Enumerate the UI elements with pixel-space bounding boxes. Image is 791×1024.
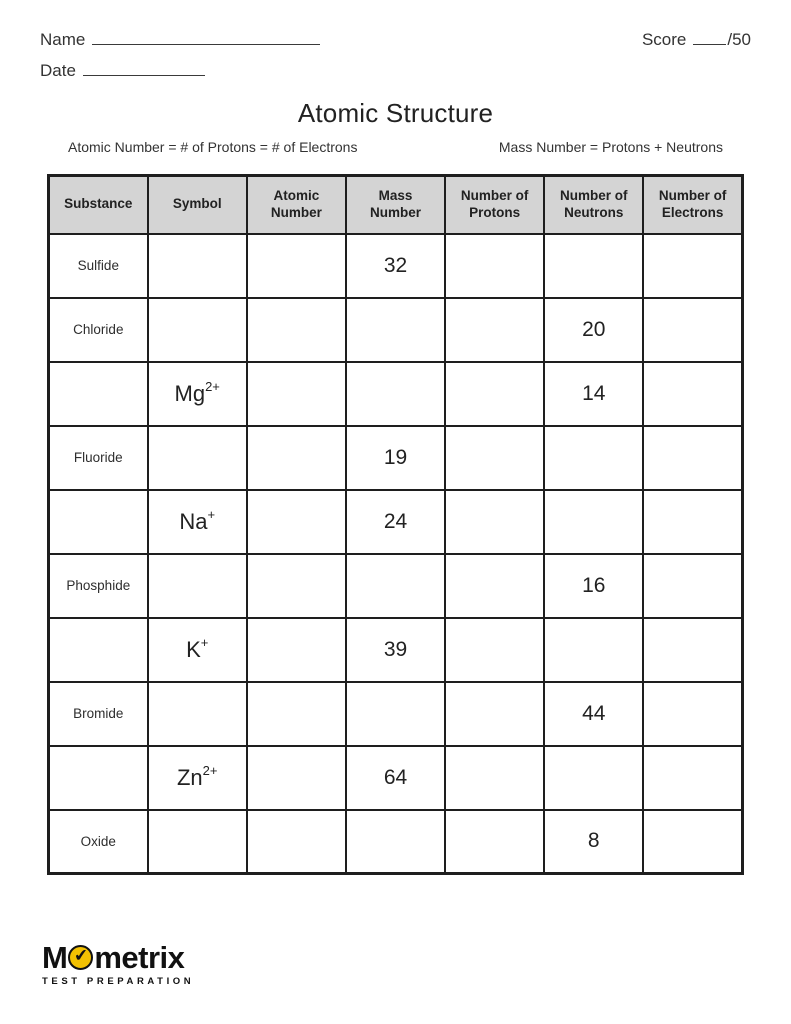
- cell-substance: Sulfide: [49, 234, 148, 298]
- logo-wordmark: [42, 942, 194, 973]
- logo-text-metrix: metrix: [94, 940, 185, 975]
- cell-neutrons: [544, 234, 643, 298]
- score-total: /50: [727, 30, 751, 49]
- cell-symbol: [148, 298, 247, 362]
- cell-atomic-number: [247, 362, 346, 426]
- cell-mass-number: [346, 810, 445, 874]
- cell-substance: Bromide: [49, 682, 148, 746]
- cell-atomic-number: [247, 426, 346, 490]
- cell-substance: Oxide: [49, 810, 148, 874]
- header-fillin-row: [40, 30, 751, 50]
- cell-electrons: [643, 554, 742, 618]
- cell-atomic-number: [247, 234, 346, 298]
- cell-symbol: [148, 234, 247, 298]
- cell-atomic-number: [247, 682, 346, 746]
- score-field: [642, 30, 751, 50]
- cell-substance: [49, 362, 148, 426]
- cell-symbol: Na+: [148, 490, 247, 554]
- cell-atomic-number: [247, 618, 346, 682]
- cell-neutrons: [544, 426, 643, 490]
- cell-protons: [445, 234, 544, 298]
- cell-mass-number: 19: [346, 426, 445, 490]
- col-header-mass-number: Mass Number: [346, 176, 445, 234]
- cell-mass-number: [346, 298, 445, 362]
- cell-atomic-number: [247, 298, 346, 362]
- col-header-protons: Number of Protons: [445, 176, 544, 234]
- name-blank-line: [92, 31, 320, 45]
- table-row: [49, 618, 743, 682]
- cell-symbol: $Zn^{2+}$: [148, 746, 247, 810]
- date-row: [40, 61, 751, 81]
- score-label: Score: [641, 30, 687, 49]
- score-blank-line: [693, 31, 726, 45]
- date-field: [40, 61, 205, 81]
- subtitle-atomic-number: Atomic Number = # of Protons = # of Electrons: [68, 139, 358, 155]
- cell-protons: [445, 490, 544, 554]
- cell-mass-number: [346, 362, 445, 426]
- formula-subtitles: [40, 139, 751, 155]
- cell-atomic-number: [247, 490, 346, 554]
- table-row: [49, 810, 743, 874]
- table-header: [49, 176, 743, 234]
- cell-symbol: [148, 810, 247, 874]
- page-title: Atomic Structure: [297, 98, 494, 128]
- cell-substance: Chloride: [49, 298, 148, 362]
- cell-neutrons: [544, 618, 643, 682]
- cell-mass-number: 39: [346, 618, 445, 682]
- cell-symbol: [148, 554, 247, 618]
- cell-substance: [49, 746, 148, 810]
- table-row: [49, 682, 743, 746]
- cell-mass-number: [346, 682, 445, 746]
- table-row: [49, 554, 743, 618]
- cell-symbol: $Mg^{2+}$: [148, 362, 247, 426]
- table-row: [49, 234, 743, 298]
- cell-electrons: [643, 618, 742, 682]
- cell-protons: [445, 746, 544, 810]
- col-header-electrons: Number of Electrons: [643, 176, 742, 234]
- cell-symbol: [148, 682, 247, 746]
- cell-neutrons: 8: [544, 810, 643, 874]
- cell-neutrons: [544, 746, 643, 810]
- cell-neutrons: 44: [544, 682, 643, 746]
- table-row: [49, 426, 743, 490]
- cell-atomic-number: [247, 810, 346, 874]
- date-blank-line: [83, 62, 205, 76]
- cell-protons: [445, 554, 544, 618]
- mometrix-logo: [42, 942, 194, 987]
- cell-protons: [445, 618, 544, 682]
- cell-atomic-number: [247, 554, 346, 618]
- cell-atomic-number: [247, 746, 346, 810]
- cell-substance: Fluoride: [49, 426, 148, 490]
- cell-electrons: [643, 362, 742, 426]
- cell-electrons: [643, 298, 742, 362]
- cell-mass-number: 64: [346, 746, 445, 810]
- col-header-substance: Substance: [49, 176, 148, 234]
- table-header-row: [49, 176, 743, 234]
- cell-protons: [445, 298, 544, 362]
- cell-symbol: [148, 426, 247, 490]
- table-row: [49, 362, 743, 426]
- table-row: [49, 746, 743, 810]
- cell-electrons: [643, 490, 742, 554]
- cell-mass-number: 32: [346, 234, 445, 298]
- cell-substance: [49, 618, 148, 682]
- cell-substance: Phosphide: [49, 554, 148, 618]
- cell-electrons: [643, 426, 742, 490]
- name-field: [40, 30, 320, 50]
- col-header-symbol: Symbol: [148, 176, 247, 234]
- date-label: Date: [40, 61, 76, 80]
- table-row: [49, 298, 743, 362]
- cell-neutrons: [544, 490, 643, 554]
- cell-electrons: [643, 234, 742, 298]
- atomic-structure-table: [47, 174, 744, 875]
- cell-protons: [445, 362, 544, 426]
- table-row: [49, 490, 743, 554]
- cell-electrons: [643, 810, 742, 874]
- logo-tagline: TEST PREPARATION: [42, 976, 195, 987]
- cell-electrons: [643, 682, 742, 746]
- subtitle-mass-number: Mass Number = Protons + Neutrons: [498, 139, 723, 155]
- name-label: Name: [40, 30, 86, 49]
- cell-neutrons: 14: [544, 362, 643, 426]
- col-header-neutrons: Number of Neutrons: [544, 176, 643, 234]
- cell-protons: [445, 810, 544, 874]
- cell-neutrons: 20: [544, 298, 643, 362]
- cell-neutrons: 16: [544, 554, 643, 618]
- cell-protons: [445, 426, 544, 490]
- cell-electrons: [643, 746, 742, 810]
- cell-substance: [49, 490, 148, 554]
- logo-text-m: M: [42, 940, 68, 975]
- cell-symbol: K+: [148, 618, 247, 682]
- cell-mass-number: 24: [346, 490, 445, 554]
- logo-checkmark-icon: ✔: [68, 945, 93, 970]
- cell-protons: [445, 682, 544, 746]
- cell-mass-number: [346, 554, 445, 618]
- table-body: [49, 234, 743, 874]
- col-header-atomic-number: Atomic Number: [247, 176, 346, 234]
